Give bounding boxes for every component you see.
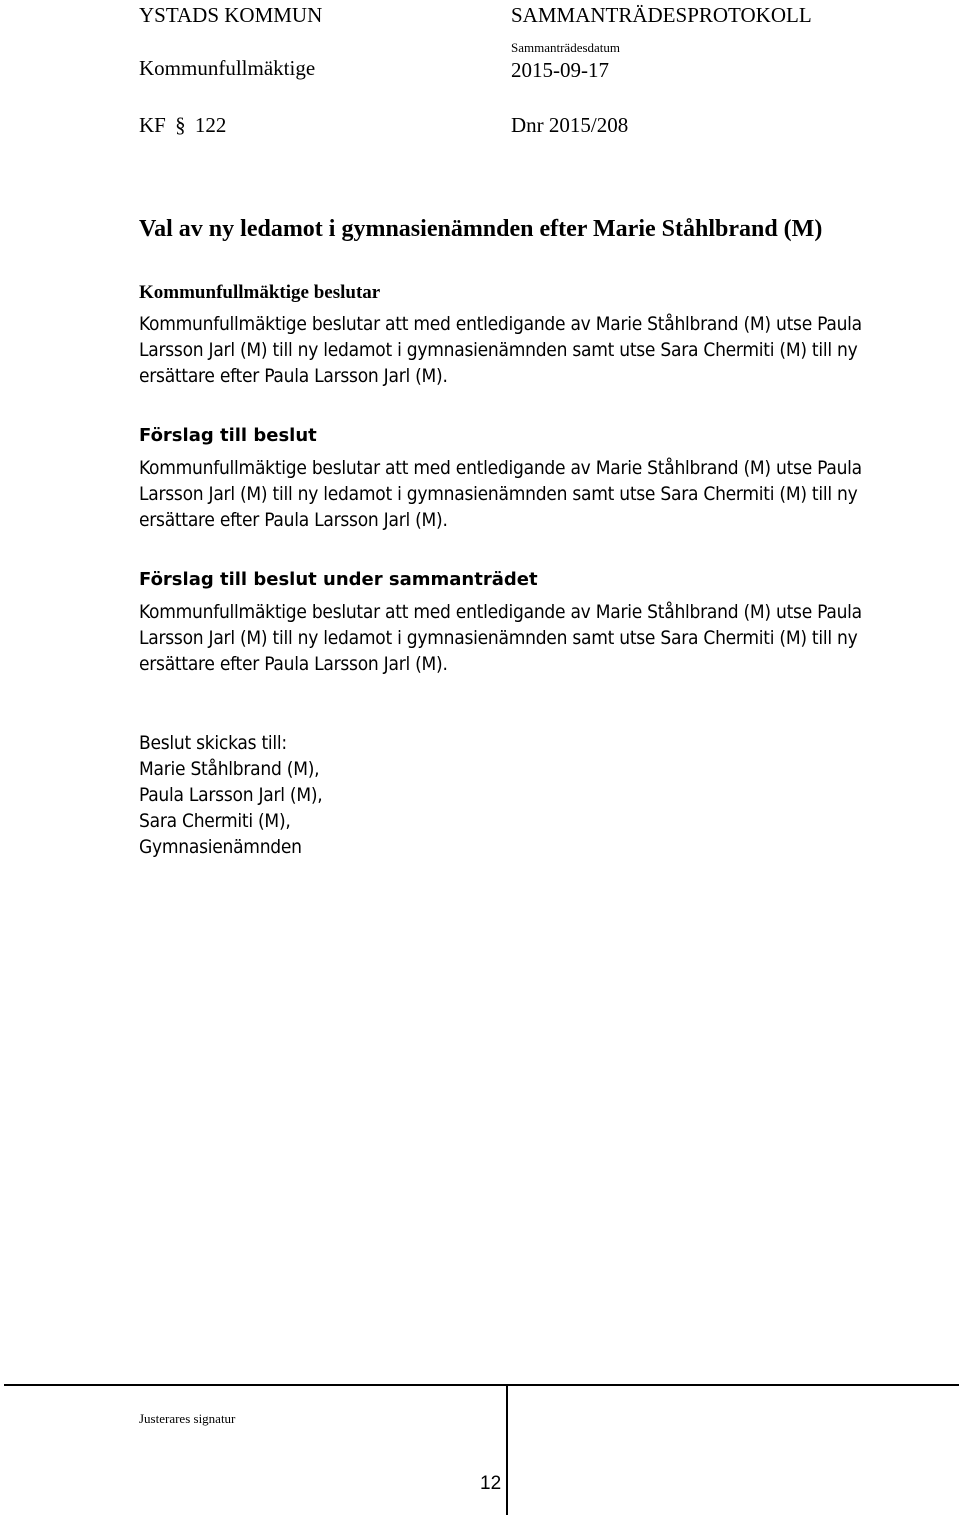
signature-label: Justerares signatur [139, 1411, 236, 1426]
meeting-date-label: Sammanträdesdatum [511, 40, 621, 55]
text-line: ersättare efter Paula Larsson Jarl (M). [139, 509, 448, 531]
page-number: 12 [480, 1473, 502, 1494]
text-line: Larsson Jarl (M) till ny ledamot i gymnasienämnden samt utse Sara Chermiti (M) till ny [139, 483, 858, 505]
paragraph-reference [139, 113, 226, 138]
document-type: SAMMANTRÄDESPROTOKOLL [511, 3, 812, 27]
section-heading-proposal: Förslag till beslut [139, 425, 317, 446]
text-line: ersättare efter Paula Larsson Jarl (M). [139, 365, 448, 387]
distribution-label: Beslut skickas till: [139, 732, 287, 754]
section-body-proposal-meeting [139, 599, 954, 677]
page-title: Val av ny ledamot i gymnasienämnden efter Marie Ståhlbrand (M) [139, 216, 823, 242]
recipient: Gymnasienämnden [139, 836, 302, 858]
text-line: ersättare efter Paula Larsson Jarl (M). [139, 653, 448, 675]
paragraph-number: 122 [194, 113, 227, 137]
text-line: Larsson Jarl (M) till ny ledamot i gymnasienämnden samt utse Sara Chermiti (M) till ny [139, 339, 858, 361]
text-line: Kommunfullmäktige beslutar att med entledigande av Marie Ståhlbrand (M) utse Paula [139, 457, 862, 479]
footer-divider [4, 1384, 959, 1386]
distribution-list [139, 730, 954, 860]
text-line: Kommunfullmäktige beslutar att med entledigande av Marie Ståhlbrand (M) utse Paula [139, 313, 862, 335]
section-body-decision [139, 311, 954, 389]
text-line: Kommunfullmäktige beslutar att med entledigande av Marie Ståhlbrand (M) utse Paula [139, 601, 862, 623]
diary-number: Dnr 2015/208 [511, 113, 629, 137]
recipient: Sara Chermiti (M), [139, 810, 291, 832]
paragraph-prefix: KF [139, 113, 166, 137]
meeting-date: 2015-09-17 [511, 58, 609, 82]
municipality-name: YSTADS KOMMUN [139, 3, 323, 27]
footer-column-divider [506, 1386, 508, 1515]
recipient: Paula Larsson Jarl (M), [139, 784, 323, 806]
section-heading-proposal-meeting: Förslag till beslut under sammanträdet [139, 569, 538, 590]
recipient: Marie Ståhlbrand (M), [139, 758, 320, 780]
text-line: Larsson Jarl (M) till ny ledamot i gymnasienämnden samt utse Sara Chermiti (M) till ny [139, 627, 858, 649]
section-heading-decision: Kommunfullmäktige beslutar [139, 282, 381, 303]
section-body-proposal [139, 455, 954, 533]
body-name: Kommunfullmäktige [139, 56, 316, 80]
paragraph-symbol: § [175, 113, 186, 137]
